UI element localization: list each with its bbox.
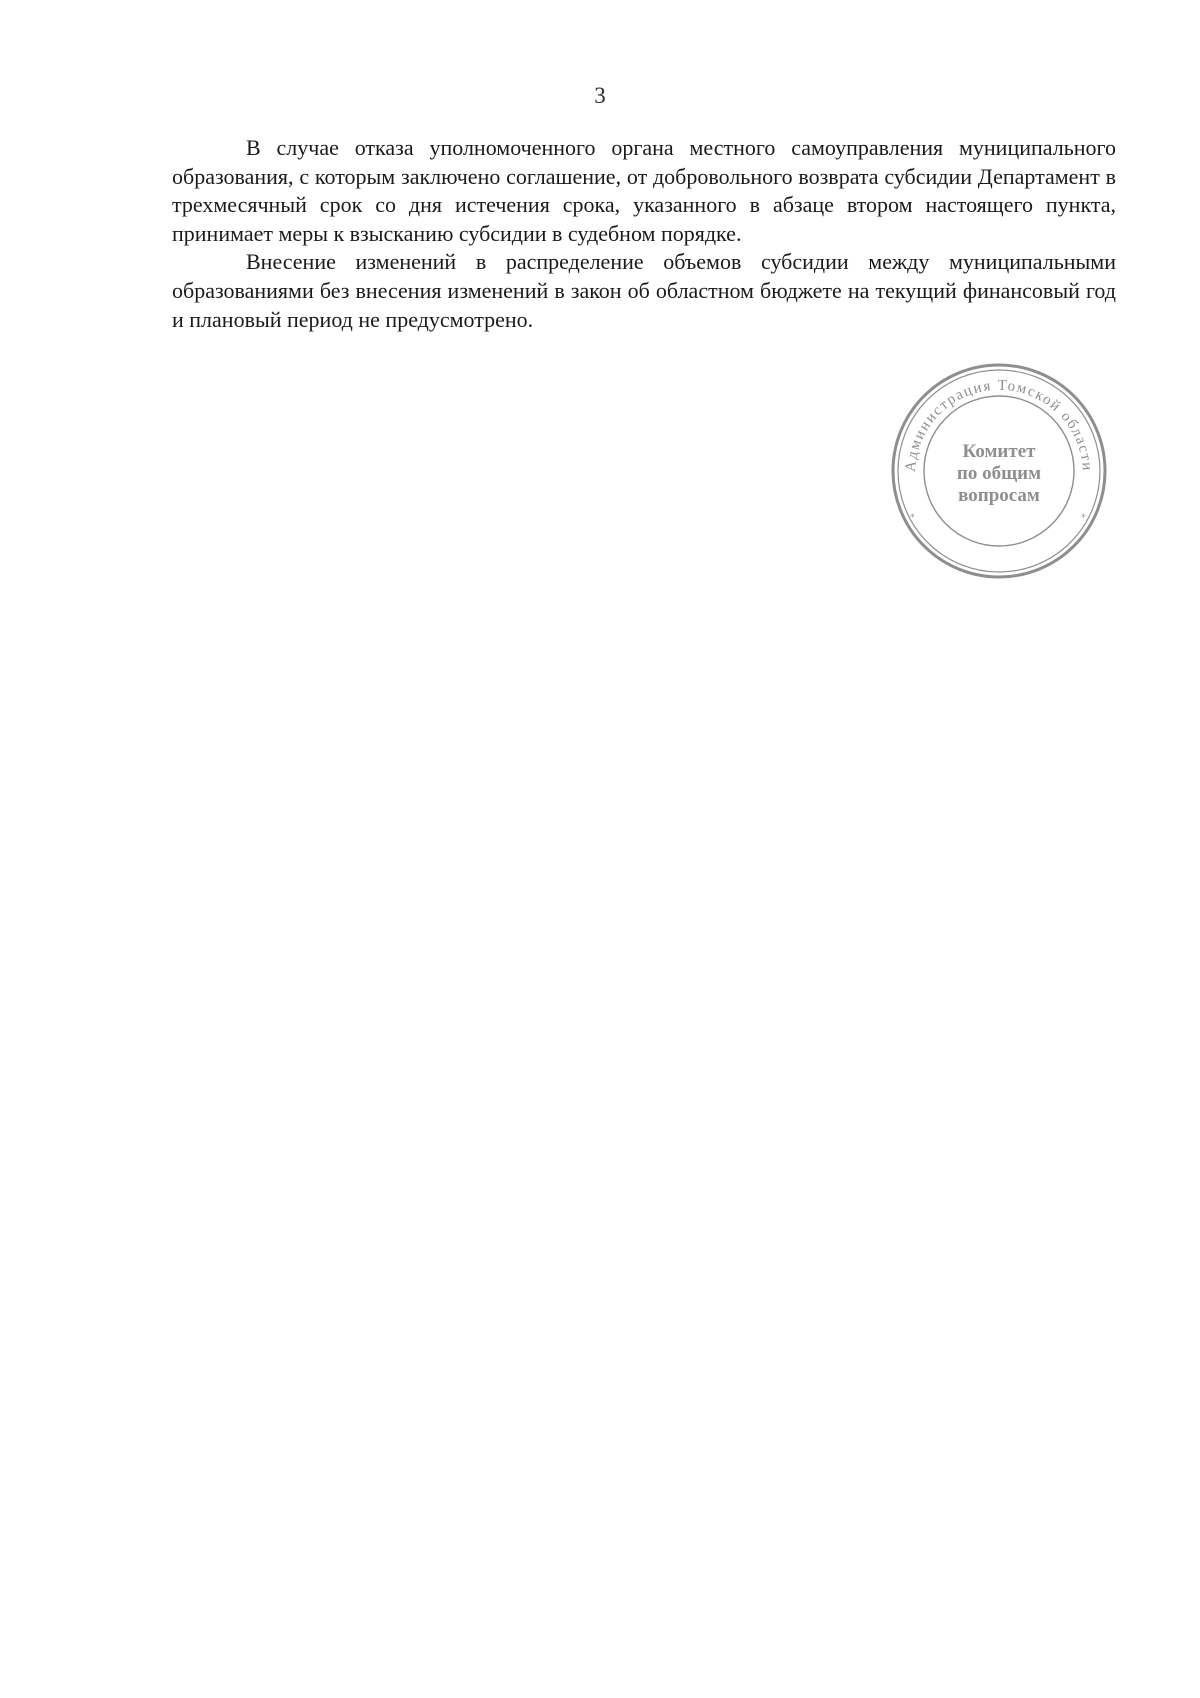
paragraph-distribution-changes: Внесение изменений в распределение объемов субсидии между муниципальными образованиями без внесения изменений в закон об областном бюджете на текущий финансовый год и плановый период не предусмотрено. — [172, 249, 1116, 332]
seal-ring-text: Администрация Томской области — [902, 377, 1096, 473]
page-number: 3 — [594, 83, 606, 108]
paragraph-subsidy-recovery: В случае отказа уполномоченного органа местного самоуправления муниципального образования, с которым заключено соглашение, от добровольного возврата субсидии Департамент в трехмесячный срок со дня истечения срока, указанного в абзаце втором настоящего пункта, принимает меры к взысканию субсидии в судебном порядке. — [172, 135, 1116, 246]
seal-line-3: вопросам — [958, 485, 1040, 506]
seal-star-left: * — [910, 513, 915, 523]
seal-star-right: * — [1081, 513, 1086, 523]
seal-center-text — [957, 441, 1041, 506]
seal-line-1: Комитет — [962, 441, 1036, 462]
official-seal-stamp — [888, 360, 1110, 582]
seal-line-2: по общим — [956, 463, 1042, 484]
document-body — [172, 134, 1116, 334]
